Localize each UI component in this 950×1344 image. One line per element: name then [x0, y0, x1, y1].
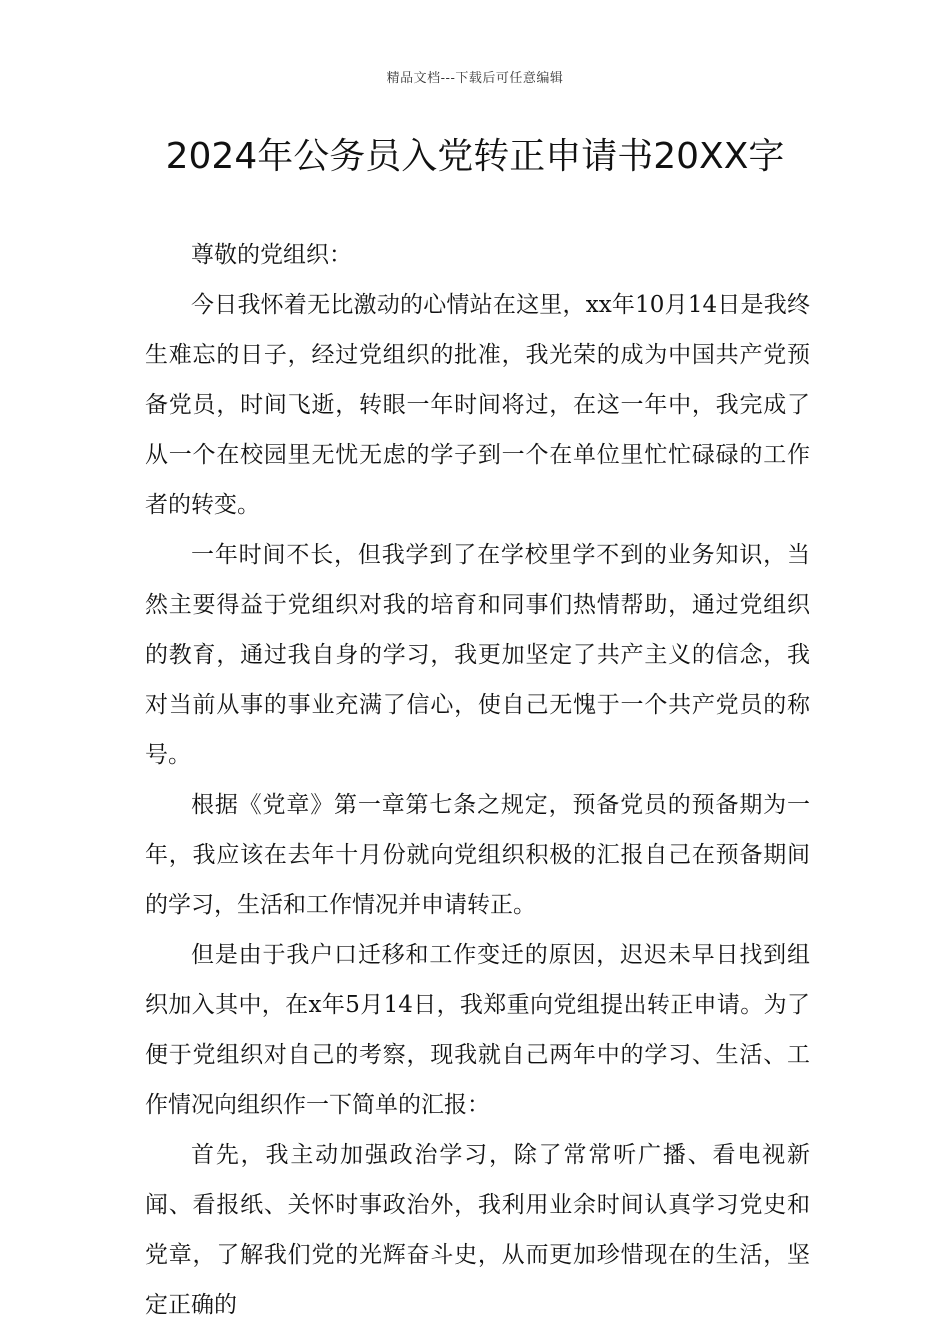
- page-header-note: 精品文档---下载后可任意编辑: [386, 71, 564, 86]
- paragraph-5: 首先，我主动加强政治学习，除了常常听广播、看电视新闻、看报纸、关怀时事政治外，我利用业余时间认真学习党史和党章，了解我们党的光辉奋斗史，从而更加珍惜现在的生活，坚定正确的: [145, 1142, 810, 1318]
- paragraph-2: 一年时间不长，但我学到了在学校里学不到的业务知识，当然主要得益于党组织对我的培育和同事们热情帮助，通过党组织的教育，通过我自身的学习，我更加坚定了共产主义的信念，我对当前从事的事业充满了信心，使自己无愧于一个共产党员的称号。: [145, 542, 810, 768]
- paragraph-1: 今日我怀着无比激动的心情站在这里，xx年10月14日是我终生难忘的日子，经过党组织的批准，我光荣的成为中国共产党预备党员，时间飞逝，转眼一年时间将过，在这一年中，我完成了从一个在校园里无忧无虑的学子到一个在单位里忙忙碌碌的工作者的转变。: [145, 292, 810, 518]
- salutation: 尊敬的党组织：: [191, 242, 352, 268]
- paragraph-4: 但是由于我户口迁移和工作变迁的原因，迟迟未早日找到组织加入其中，在x年5月14日，我郑重向党组提出转正申请。为了便于党组织对自己的考察，现我就自己两年中的学习、生活、工作情况向组织作一下简单的汇报：: [145, 942, 810, 1118]
- document-body: [145, 230, 810, 1330]
- paragraph-3: 根据《党章》第一章第七条之规定，预备党员的预备期为一年，我应该在去年十月份就向党组织积极的汇报自己在预备期间的学习，生活和工作情况并申请转正。: [145, 792, 810, 918]
- document-title: 2024年公务员入党转正申请书20XX字: [165, 136, 785, 177]
